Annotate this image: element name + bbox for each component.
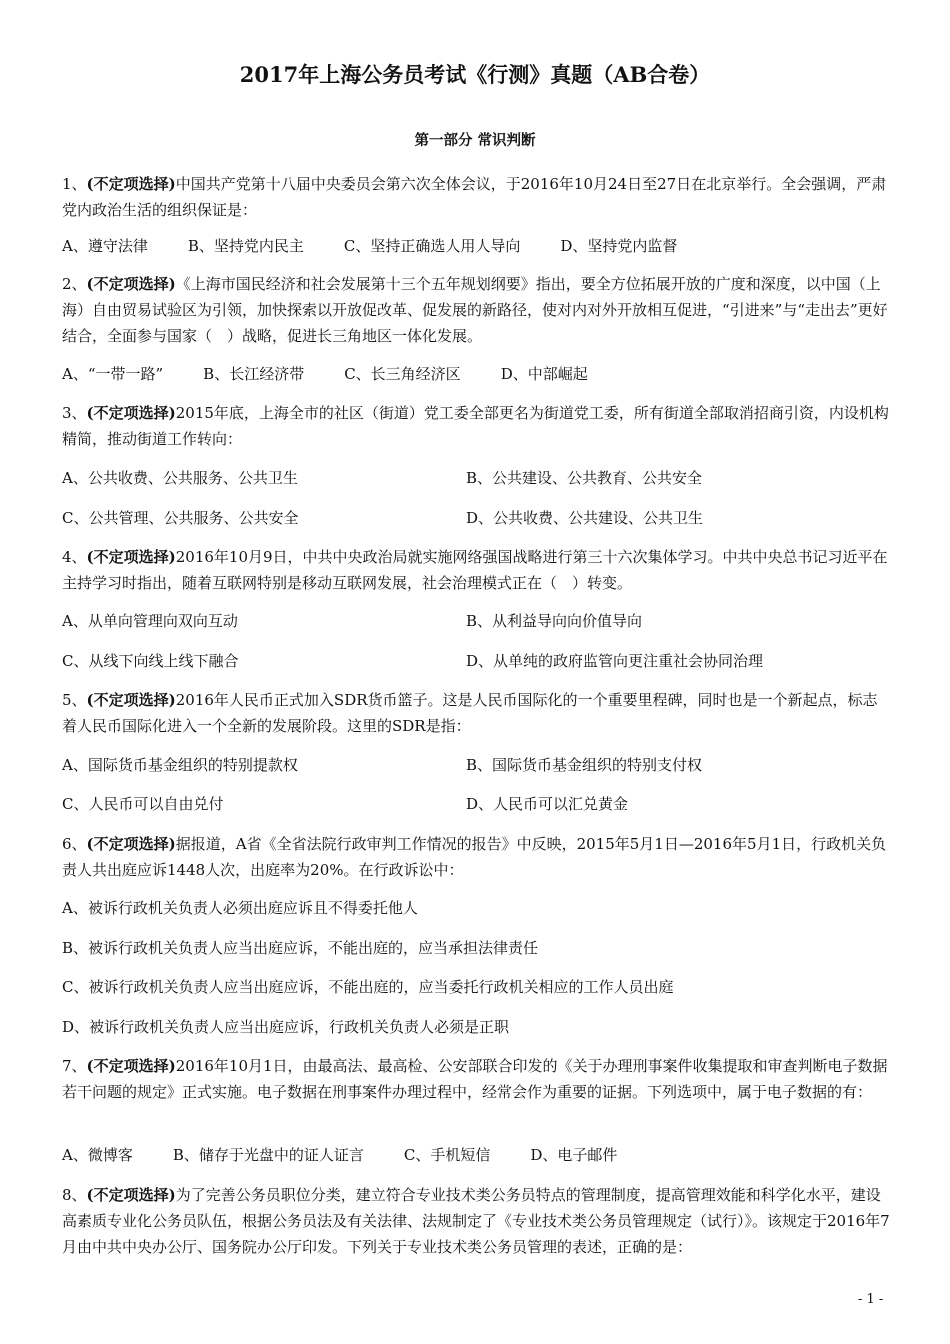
question-7 [62, 1053, 890, 1105]
question-type-tag: (不定项选择) [86, 835, 176, 853]
question-8 [62, 1182, 890, 1260]
question-type-tag: (不定项选择) [86, 691, 176, 709]
option-c[interactable]: C、公共管理、公共服务、公共安全 [62, 509, 299, 527]
option-b[interactable]: B、国际货币基金组织的特别支付权 [466, 756, 703, 774]
question-type-tag: (不定项选择) [86, 1186, 176, 1204]
question-type-tag: (不定项选择) [86, 548, 176, 566]
question-number: 5、 [62, 691, 87, 709]
option-b[interactable]: B、被诉行政机关负责人应当出庭应诉，不能出庭的，应当承担法律责任 [62, 939, 539, 957]
question-text: 为了完善公务员职位分类，建立符合专业技术类公务员特点的管理制度，提高管理效能和科学化水平，建设高素质专业化公务员队伍，根据公务员法及有关法律、法规制定了《专业技术类公务员管理规定（试行）》。该规定于2016年7月由中共中央办公厅、国务院办公厅印发。下列关于专业技术类公务员管理的表述，正确的是： [62, 1186, 890, 1256]
option-a[interactable]: A、遵守法律 [62, 237, 148, 255]
question-type-tag: (不定项选择) [86, 404, 176, 422]
option-a[interactable]: A、公共收费、公共服务、公共卫生 [62, 469, 298, 487]
question-number: 6、 [62, 835, 87, 853]
option-d[interactable]: D、被诉行政机关负责人应当出庭应诉，行政机关负责人必须是正职 [62, 1018, 510, 1036]
option-a[interactable]: A、“一带一路” [62, 365, 164, 383]
question-2 [62, 271, 890, 349]
document-title: 2017年上海公务员考试《行测》真题（AB合卷） [239, 62, 711, 87]
question-text: 2016年10月9日，中共中央政治局就实施网络强国战略进行第三十六次集体学习。中共中央总书记习近平在主持学习时指出，随着互联网特别是移动互联网发展，社会治理模式正在（ ）转变。 [62, 548, 888, 592]
question-type-tag: (不定项选择) [86, 1057, 176, 1075]
question-4 [62, 544, 890, 596]
option-a[interactable]: A、国际货币基金组织的特别提款权 [62, 756, 298, 774]
question-5 [62, 687, 890, 739]
question-text: 中国共产党第十八届中央委员会第六次全体会议，于2016年10月24日至27日在北京举行。全会强调，严肃党内政治生活的组织保证是： [62, 175, 887, 219]
question-1 [62, 171, 890, 223]
option-c[interactable]: C、人民币可以自由兑付 [62, 795, 224, 813]
options-row [62, 362, 890, 386]
option-b[interactable]: B、坚持党内民主 [187, 237, 304, 255]
option-d[interactable]: D、坚持党内监督 [560, 237, 678, 255]
page-number: - 1 - [858, 1292, 884, 1307]
question-text: 据报道，A省《全省法院行政审判工作情况的报告》中反映，2015年5月1日—2016年5月1日，行政机关负责人共出庭应诉1448人次，出庭率为20%。在行政诉讼中： [62, 835, 887, 879]
question-type-tag: (不定项选择) [86, 175, 176, 193]
question-number: 2、 [62, 275, 87, 293]
question-text: 2016年人民币正式加入SDR货币篮子。这是人民币国际化的一个重要里程碑，同时也是一个新起点，标志着人民币国际化进入一个全新的发展阶段。这里的SDR是指： [62, 691, 878, 735]
option-a[interactable]: A、被诉行政机关负责人必须出庭应诉且不得委托他人 [62, 899, 418, 917]
option-a[interactable]: A、微博客 [62, 1146, 133, 1164]
option-b[interactable]: B、公共建设、公共教育、公共安全 [466, 469, 703, 487]
option-d[interactable]: D、从单纯的政府监管向更注重社会协同治理 [466, 652, 764, 670]
options-row [62, 1143, 890, 1167]
option-d[interactable]: D、中部崛起 [500, 365, 588, 383]
option-b[interactable]: B、从利益导向向价值导向 [466, 612, 643, 630]
option-a[interactable]: A、从单向管理向双向互动 [62, 612, 238, 630]
question-text: 2015年底，上海全市的社区（街道）党工委全部更名为街道党工委，所有街道全部取消招商引资，内设机构精简，推动街道工作转向： [62, 404, 889, 448]
option-c[interactable]: C、坚持正确选人用人导向 [343, 237, 521, 255]
question-6 [62, 831, 890, 883]
option-c[interactable]: C、从线下向线上线下融合 [62, 652, 239, 670]
option-d[interactable]: D、电子邮件 [530, 1146, 618, 1164]
options-row [62, 234, 890, 258]
question-number: 3、 [62, 404, 87, 422]
question-number: 4、 [62, 548, 87, 566]
option-d[interactable]: D、人民币可以汇兑黄金 [466, 795, 629, 813]
question-number: 7、 [62, 1057, 87, 1075]
question-3 [62, 400, 890, 452]
option-c[interactable]: C、长三角经济区 [344, 365, 461, 383]
question-text: 2016年10月1日，由最高法、最高检、公安部联合印发的《关于办理刑事案件收集提取和审查判断电子数据若干问题的规定》正式实施。电子数据在刑事案件办理过程中，经常会作为重要的证据。下列选项中，属于电子数据的有： [62, 1057, 888, 1101]
option-c[interactable]: C、被诉行政机关负责人应当出庭应诉，不能出庭的，应当委托行政机关相应的工作人员出庭 [62, 978, 674, 996]
section-heading: 第一部分 常识判断 [414, 132, 536, 149]
question-number: 1、 [62, 175, 87, 193]
option-b[interactable]: B、储存于光盘中的证人证言 [172, 1146, 364, 1164]
option-d[interactable]: D、公共收费、公共建设、公共卫生 [466, 509, 704, 527]
option-c[interactable]: C、手机短信 [403, 1146, 491, 1164]
question-text: 《上海市国民经济和社会发展第十三个五年规划纲要》指出，要全方位拓展开放的广度和深度，以中国（上海）自由贸易试验区为引领，加快探索以开放促改革、促发展的新路径，使对内对外开放相互促进，“引进来”与“走出去”更好结合，全面参与国家（ ）战略，促进长三角地区一体化发展。 [62, 275, 888, 345]
option-b[interactable]: B、长江经济带 [203, 365, 305, 383]
question-number: 8、 [62, 1186, 87, 1204]
question-type-tag: (不定项选择) [86, 275, 176, 293]
